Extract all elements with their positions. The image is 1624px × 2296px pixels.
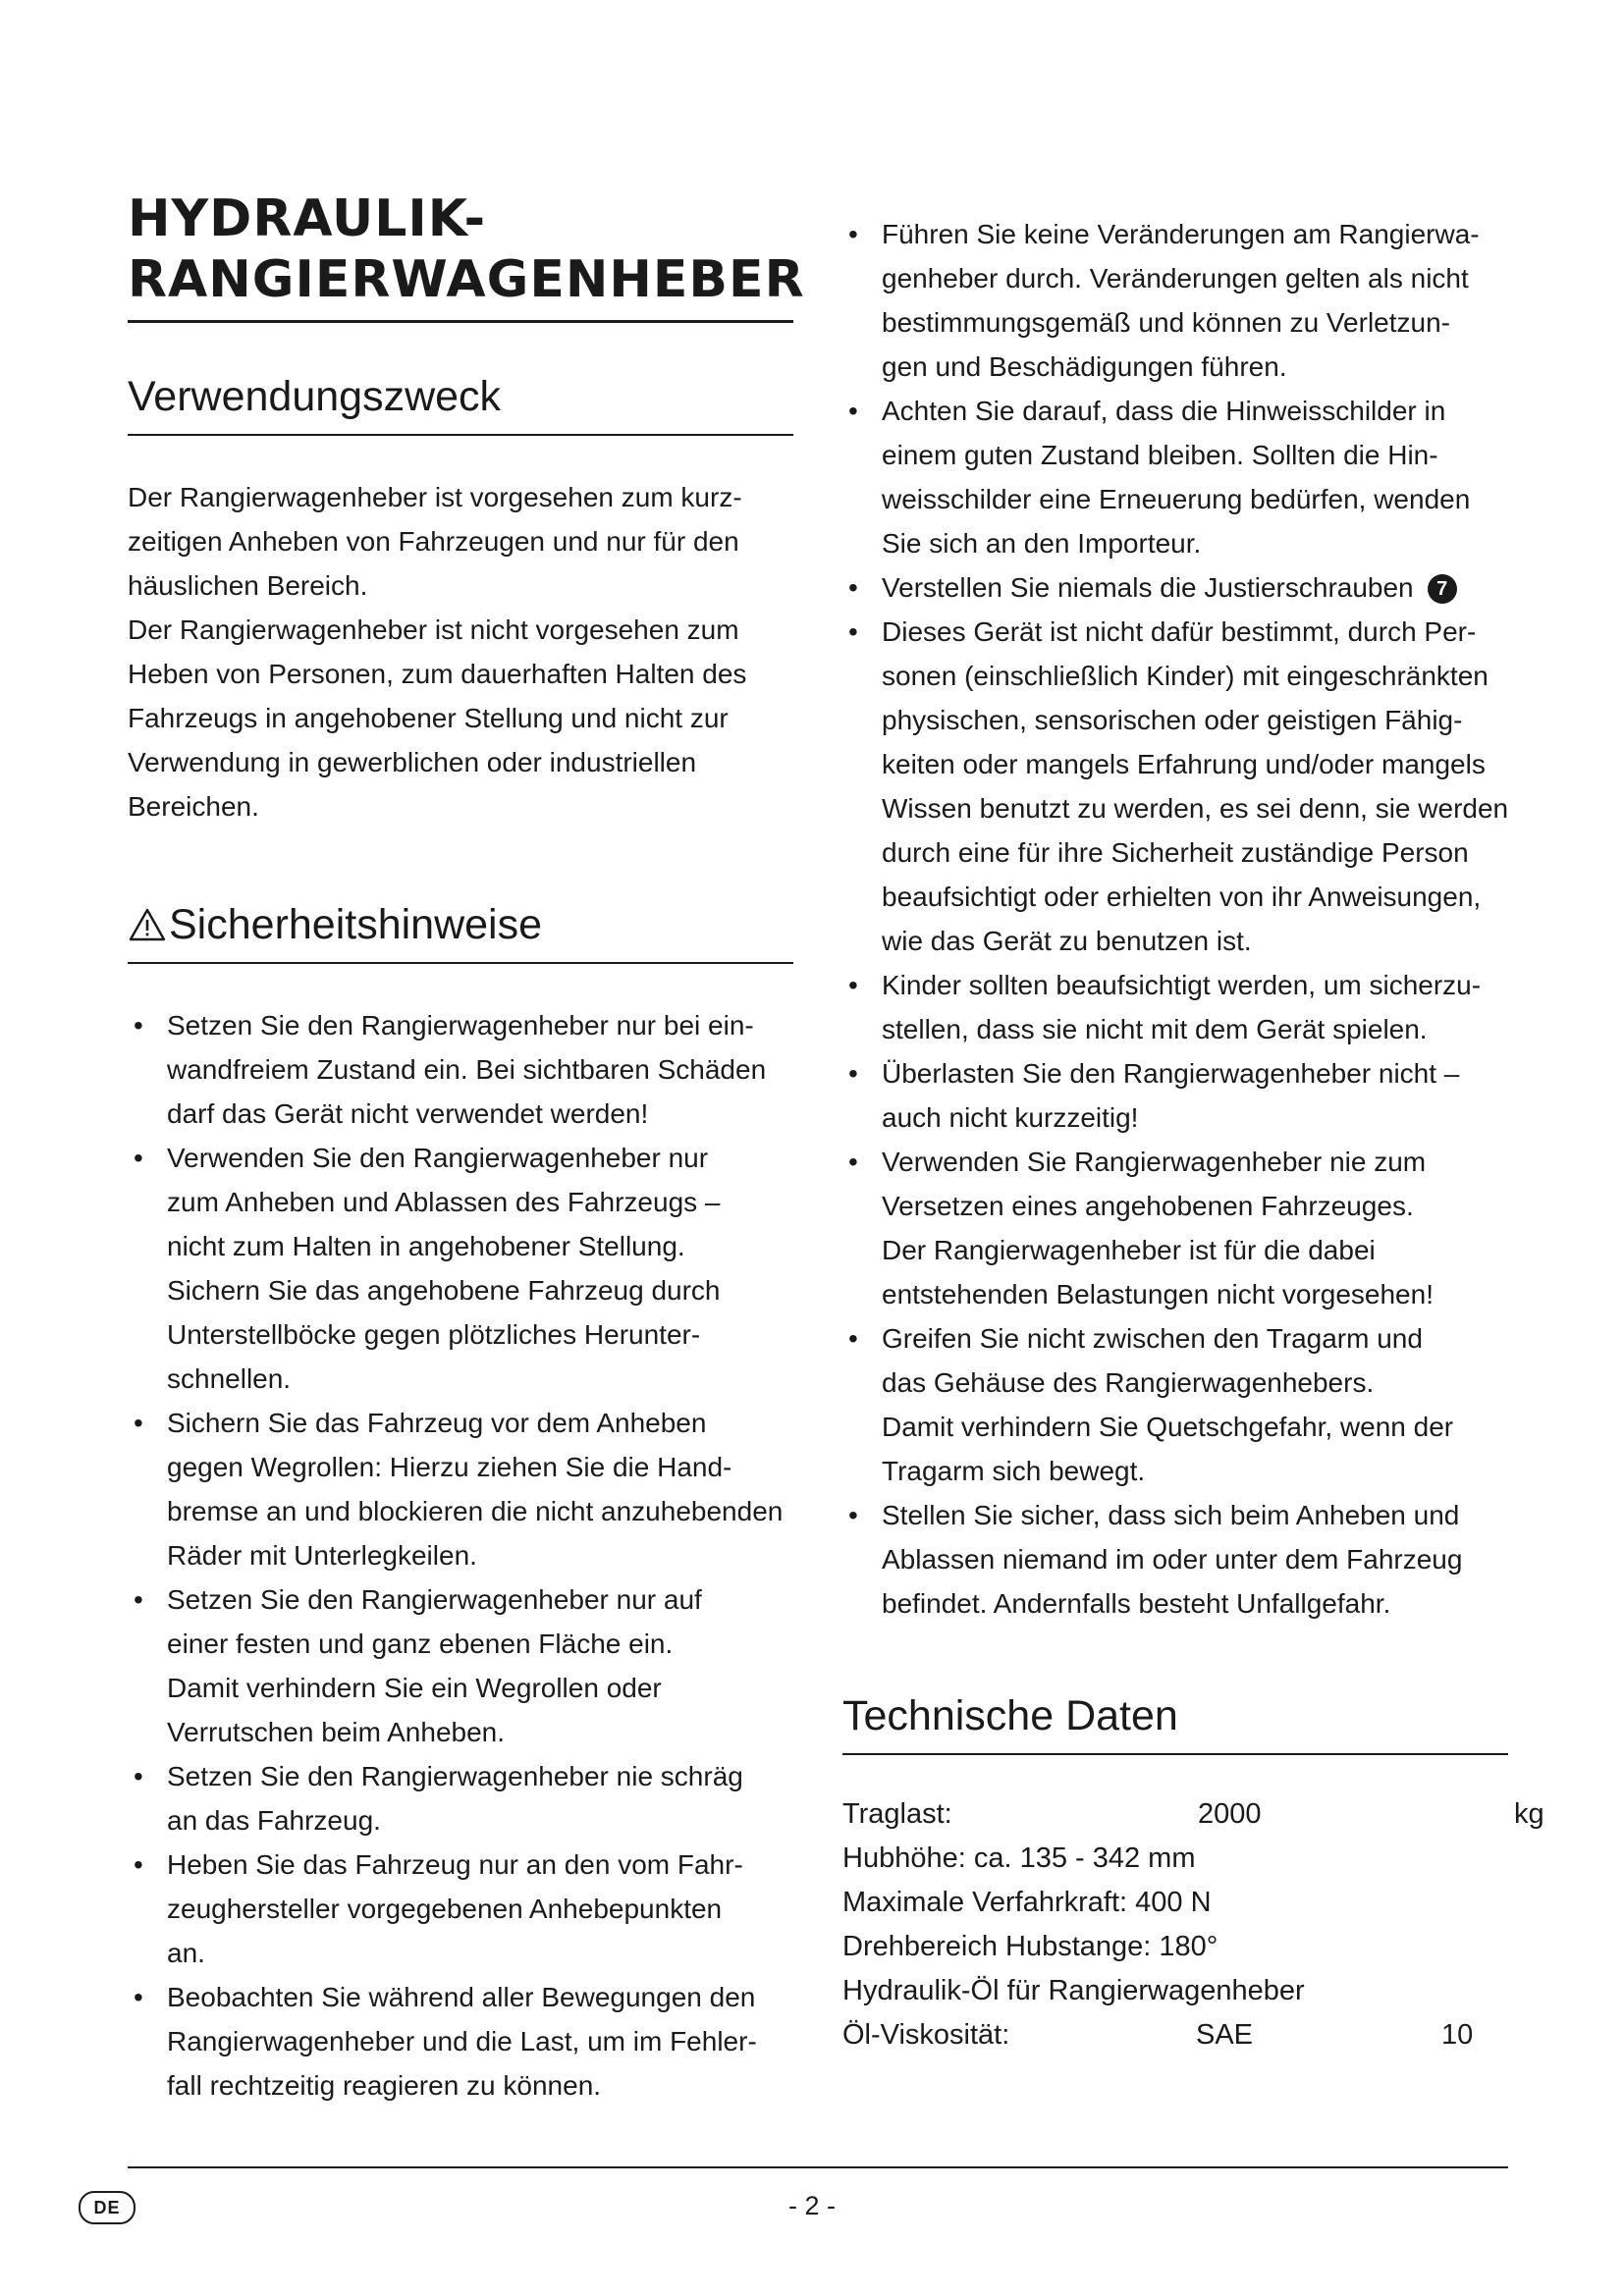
list-item: • Setzen Sie den Rangierwagenheber nur auf einer festen und ganz ebenen Fläche ein. Damit verhindern Sie ein Wegrollen oder Verrutschen beim Anheben. xyxy=(128,1577,795,1754)
list-item: • Setzen Sie den Rangierwagenheber nur bei ein- wandfreiem Zustand ein. Bei sichtbaren Schäden darf das Gerät nicht verwendet werden! xyxy=(128,1003,795,1136)
spec-row-viskositaet xyxy=(842,2013,1549,2057)
spec-table xyxy=(842,1792,1549,2057)
list-item: • Stellen Sie sicher, dass sich beim Anheben und Ablassen niemand im oder unter dem Fahrzeug befindet. Andernfalls besteht Unfallgefahr. xyxy=(842,1493,1510,1626)
list-item: • Führen Sie keine Veränderungen am Rangierwa- genheber durch. Veränderungen gelten als nicht bestimmungsgemäß und können zu Verletzun- gen und Beschädigungen führen. xyxy=(842,212,1510,389)
text-line: Bereichen. xyxy=(128,791,259,822)
section-heading-verwendungszweck: Verwendungszweck xyxy=(128,371,793,436)
language-badge: DE xyxy=(79,2191,135,2224)
section-heading-technische-daten: Technische Daten xyxy=(842,1690,1508,1755)
part-number-badge: 7 xyxy=(1428,574,1457,604)
spec-row-oel: Hydraulik-Öl für Rangierwagenheber xyxy=(842,1975,1305,2006)
text-line: Heben von Personen, zum dauerhaften Halten des xyxy=(128,659,747,689)
list-item: • Setzen Sie den Rangierwagenheber nie schräg an das Fahrzeug. xyxy=(128,1754,795,1842)
spec-value: SAE xyxy=(1196,2019,1254,2051)
text-line: Der Rangierwagenheber ist vorgesehen zum kurz- xyxy=(128,482,742,512)
spec-label: Öl-Viskosität: xyxy=(842,2019,1010,2051)
list-item: • Heben Sie das Fahrzeug nur an den vom Fahr- zeughersteller vorgegebenen Anhebepunkten an. xyxy=(128,1842,795,1975)
spec-row-traglast xyxy=(842,1792,1549,1837)
list-item: • Achten Sie darauf, dass die Hinweisschilder in einem guten Zustand bleiben. Sollten die Hin- weisschilder eine Erneuerung bedürfen, wenden Sie sich an den Importeur. xyxy=(842,389,1510,565)
text-line: Der Rangierwagenheber ist nicht vorgesehen zum xyxy=(128,614,739,645)
text-line: Fahrzeugs in angehobener Stellung und nicht zur xyxy=(128,703,729,733)
safety-list-left xyxy=(128,1003,795,2108)
page-number: - 2 - xyxy=(787,2191,836,2220)
verwendungszweck-paragraph xyxy=(128,475,793,828)
spec-label: Traglast: xyxy=(842,1798,952,1830)
list-item: • Beobachten Sie während aller Bewegungen den Rangierwagenheber und die Last, um im Fehler- fall rechtzeitig reagieren zu können. xyxy=(128,1975,795,2108)
safety-list-right xyxy=(842,212,1510,1626)
title-line-2: RANGIERWAGENHEBER xyxy=(128,250,805,309)
list-item: • Greifen Sie nicht zwischen den Tragarm und das Gehäuse des Rangierwagenhebers. Damit verhindern Sie Quetschgefahr, wenn der Tragarm sich bewegt. xyxy=(842,1316,1510,1493)
spec-value: 2000 xyxy=(1198,1798,1262,1830)
list-item: • Verwenden Sie den Rangierwagenheber nur zum Anheben und Ablassen des Fahrzeugs – nicht zum Halten in angehobener Stellung. Sichern Sie das angehobene Fahrzeug durch Unterstellböcke gegen plötzliches Herunter- schnellen. xyxy=(128,1136,795,1401)
page-title xyxy=(128,188,805,323)
spec-row-verfahrkraft: Maximale Verfahrkraft: 400 N xyxy=(842,1887,1212,1918)
list-item: • Sichern Sie das Fahrzeug vor dem Anheben gegen Wegrollen: Hierzu ziehen Sie die Hand- bremse an und blockieren die nicht anzuhebenden Räder mit Unterlegkeilen. xyxy=(128,1401,795,1577)
list-item: • Dieses Gerät ist nicht dafür bestimmt, durch Per- sonen (einschließlich Kinder) mit eingeschränkten physischen, sensorischen oder geistigen Fähig- keiten oder mangels Erfahrung und/oder mangels Wissen benutzt zu werden, es sei denn, sie werden durch eine für ihre Sicherheit zuständige Person beaufsichtigt oder erhielten von ihr Anweisungen, wie das Gerät zu benutzen ist. xyxy=(842,610,1510,963)
spec-unit: 10 xyxy=(1441,2019,1474,2051)
list-item: • Verwenden Sie Rangierwagenheber nie zum Versetzen eines angehobenen Fahrzeuges. Der Rangierwagenheber ist für die dabei entstehenden Belastungen nicht vorgesehen! xyxy=(842,1140,1510,1316)
title-line-1: HYDRAULIK- xyxy=(128,189,487,248)
spec-row-hubhoehe: Hubhöhe: ca. 135 - 342 mm xyxy=(842,1842,1196,1874)
spec-row-drehbereich: Drehbereich Hubstange: 180° xyxy=(842,1931,1218,1962)
text-line: häuslichen Bereich. xyxy=(128,570,368,601)
footer-divider xyxy=(128,2166,1508,2168)
list-item: • Verstellen Sie niemals die Justierschrauben 7 xyxy=(842,565,1510,610)
warning-triangle-icon xyxy=(128,907,167,942)
text-line: Verwendung in gewerblichen oder industriellen xyxy=(128,747,697,777)
spec-unit: kg xyxy=(1514,1798,1544,1830)
list-item: • Überlasten Sie den Rangierwagenheber nicht – auch nicht kurzzeitig! xyxy=(842,1051,1510,1140)
text-line: zeitigen Anheben von Fahrzeugen und nur für den xyxy=(128,526,739,557)
section-heading-sicherheitshinweise: Sicherheitshinweise xyxy=(128,899,793,964)
list-item: • Kinder sollten beaufsichtigt werden, um sicherzu- stellen, dass sie nicht mit dem Gerät spielen. xyxy=(842,963,1510,1051)
